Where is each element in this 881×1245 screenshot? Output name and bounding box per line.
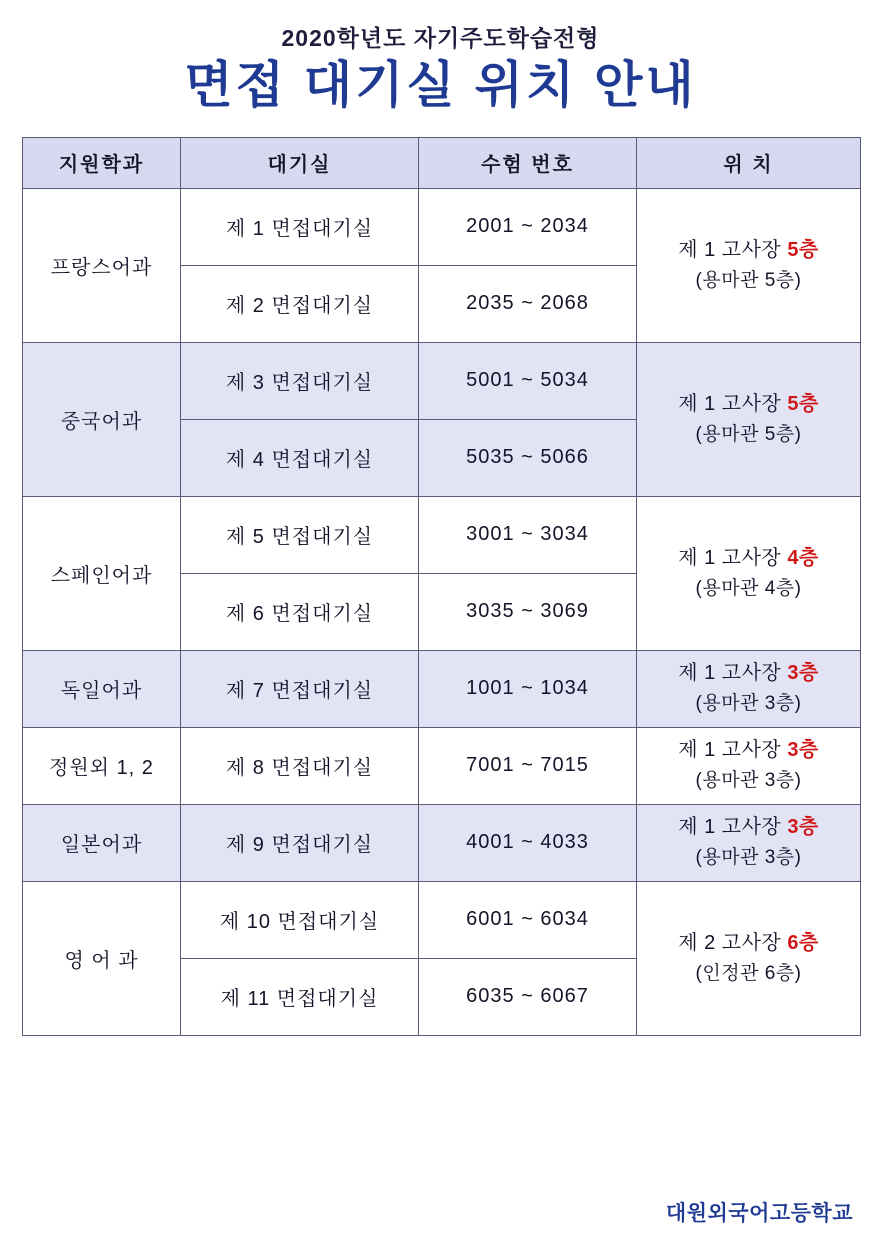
cell-waiting-room: 제 2 면접대기실 — [181, 265, 419, 342]
school-name: 대원외국어고등학교 — [665, 1202, 853, 1225]
cell-exam-number: 6035 ~ 6067 — [419, 958, 637, 1035]
cell-waiting-room: 제 10 면접대기실 — [181, 881, 419, 958]
cell-waiting-room: 제 5 면접대기실 — [181, 496, 419, 573]
cell-exam-number: 4001 ~ 4033 — [419, 804, 637, 881]
cell-exam-number: 3001 ~ 3034 — [419, 496, 637, 573]
cell-waiting-room: 제 4 면접대기실 — [181, 419, 419, 496]
location-floor: 3층 — [787, 739, 819, 762]
column-header-location: 위 치 — [637, 137, 861, 188]
table-row — [23, 650, 861, 727]
cell-location — [637, 188, 861, 342]
cell-waiting-room: 제 3 면접대기실 — [181, 342, 419, 419]
notice-subtitle: 2020학년도 자기주도학습전형 — [281, 25, 600, 51]
table-row — [23, 727, 861, 804]
cell-exam-number: 5035 ~ 5066 — [419, 419, 637, 496]
cell-waiting-room: 제 6 면접대기실 — [181, 573, 419, 650]
cell-location — [637, 727, 861, 804]
waiting-room-location-table — [22, 137, 861, 1036]
cell-department: 정원외 1, 2 — [23, 727, 181, 804]
location-building: (용마관 5층) — [695, 269, 802, 291]
location-building: (용마관 3층) — [695, 770, 802, 792]
table-header-row — [23, 137, 861, 188]
location-building: (용마관 3층) — [695, 693, 802, 715]
cell-exam-number: 7001 ~ 7015 — [419, 727, 637, 804]
table-body — [23, 188, 861, 1035]
cell-location — [637, 496, 861, 650]
table-row — [23, 188, 861, 265]
table-row — [23, 881, 861, 958]
cell-exam-number: 5001 ~ 5034 — [419, 342, 637, 419]
table-row — [23, 804, 861, 881]
cell-location — [637, 881, 861, 1035]
cell-department: 독일어과 — [23, 650, 181, 727]
column-header-department: 지원학과 — [23, 137, 181, 188]
location-building: (용마관 5층) — [695, 423, 802, 445]
cell-waiting-room: 제 7 면접대기실 — [181, 650, 419, 727]
cell-location — [637, 650, 861, 727]
cell-exam-number: 1001 ~ 1034 — [419, 650, 637, 727]
cell-exam-number: 2035 ~ 2068 — [419, 265, 637, 342]
location-floor: 3층 — [787, 816, 819, 839]
cell-exam-number: 2001 ~ 2034 — [419, 188, 637, 265]
location-prefix: 제 1 고사장 — [678, 546, 788, 569]
location-floor: 4층 — [787, 546, 819, 569]
location-building: (용마관 3층) — [695, 847, 802, 869]
table-row — [23, 342, 861, 419]
cell-exam-number: 6001 ~ 6034 — [419, 881, 637, 958]
cell-department: 중국어과 — [23, 342, 181, 496]
location-prefix: 제 1 고사장 — [678, 816, 788, 839]
cell-department: 영 어 과 — [23, 881, 181, 1035]
location-floor: 3층 — [787, 662, 819, 685]
column-header-waiting-room: 대기실 — [181, 137, 419, 188]
location-prefix: 제 1 고사장 — [678, 662, 788, 685]
cell-department: 일본어과 — [23, 804, 181, 881]
location-floor: 5층 — [787, 238, 819, 261]
column-header-exam-number: 수험 번호 — [419, 137, 637, 188]
location-prefix: 제 2 고사장 — [678, 931, 788, 954]
location-prefix: 제 1 고사장 — [678, 392, 788, 415]
cell-waiting-room: 제 9 면접대기실 — [181, 804, 419, 881]
location-prefix: 제 1 고사장 — [678, 739, 788, 762]
location-building: (인정관 6층) — [695, 962, 802, 984]
location-floor: 5층 — [787, 392, 819, 415]
table-row — [23, 496, 861, 573]
table-head — [23, 137, 861, 188]
cell-waiting-room: 제 11 면접대기실 — [181, 958, 419, 1035]
location-building: (용마관 4층) — [695, 577, 802, 599]
cell-location — [637, 804, 861, 881]
cell-location — [637, 342, 861, 496]
cell-department: 스페인어과 — [23, 496, 181, 650]
cell-waiting-room: 제 1 면접대기실 — [181, 188, 419, 265]
cell-department: 프랑스어과 — [23, 188, 181, 342]
location-prefix: 제 1 고사장 — [678, 238, 788, 261]
cell-exam-number: 3035 ~ 3069 — [419, 573, 637, 650]
cell-waiting-room: 제 8 면접대기실 — [181, 727, 419, 804]
location-floor: 6층 — [787, 931, 819, 954]
page-title: 면접 대기실 위치 안내 — [184, 57, 697, 113]
